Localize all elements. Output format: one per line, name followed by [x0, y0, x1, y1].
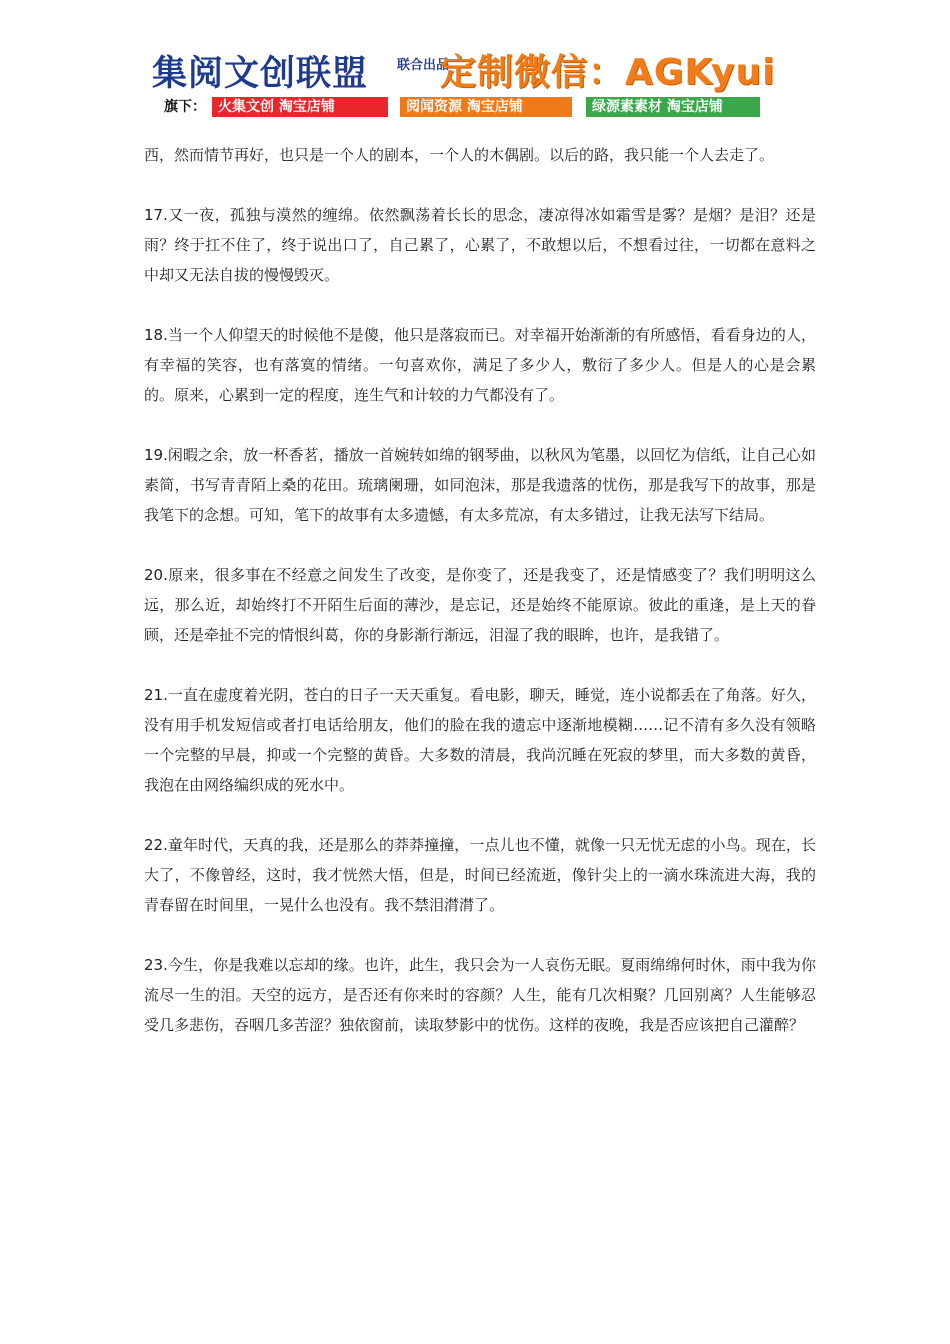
paragraph-19: 19.闲暇之余，放一杯香茗，播放一首婉转如绵的钢琴曲，以秋风为笔墨，以回忆为信纸，让自己心如素简，书写青青陌上桑的花田。琉璃阑珊，如同泡沫，那是我遗落的忧伤，那是我写下的故事，那是我笔下的念想。可知，笔下的故事有太多遗憾，有太多荒凉，有太多错过，让我无法写下结局。: [144, 446, 816, 524]
paragraph-21: 21.一直在虚度着光阴，苍白的日子一天天重复。看电影，聊天，睡觉，连小说都丢在了角落。好久，没有用手机发短信或者打电话给朋友，他们的脸在我的遗忘中逐渐地模糊……记不清有多久没有领略一个完整的早晨，抑或一个完整的黄昏。大多数的清晨，我尚沉睡在死寂的梦里，而大多数的黄昏，我泡在由网络编织成的死水中。: [144, 686, 816, 794]
header-shops-row: [150, 96, 770, 118]
header-title-row: [150, 52, 776, 96]
paragraph-23: 23.今生，你是我难以忘却的缘。也许，此生，我只会为一人哀伤无眠。夏雨绵绵何时休，雨中我为你流尽一生的泪。天空的远方，是否还有你来时的容颜？人生，能有几次相聚？几回别离？人生能够忍受几多悲伤，吞咽几多苦涩？独依窗前，读取梦影中的忧伤。这样的夜晚，我是否应该把自己灌醉？: [144, 956, 816, 1034]
custom-wechat-label: 定制微信：AGKyui: [440, 52, 776, 93]
paragraph-20: 20.原来，很多事在不经意之间发生了改变，是你变了，还是我变了，还是情感变了？我们明明这么远，那么近，却始终打不开陌生后面的薄沙，是忘记，还是始终不能原谅。彼此的重逢，是上天的眷顾，还是牵扯不完的情恨纠葛，你的身影渐行渐远，泪湿了我的眼眸，也许，是我错了。: [144, 566, 816, 644]
joint-label: 联合出品: [397, 58, 450, 73]
shop-badge-3: 绿源素素材 淘宝店铺: [586, 97, 760, 117]
subsidiary-label: 旗下：: [164, 99, 206, 115]
shop-badge-2: 阅闻资源 淘宝店铺: [400, 97, 572, 117]
document-body: [144, 140, 816, 1070]
paragraph-17: 17.又一夜，孤独与漠然的缠绵。依然飘荡着长长的思念，凄凉得冰如霜雪是雾？是烟？是泪？还是雨？终于扛不住了，终于说出口了，自己累了，心累了，不敢想以后，不想看过往，一切都在意料之中却又无法自拔的慢慢毁灭。: [144, 206, 816, 284]
shop-badge-1: 火集文创 淘宝店铺: [212, 97, 388, 117]
paragraph-18: 18.当一个人仰望天的时候他不是傻，他只是落寂而已。对幸福开始渐渐的有所感悟，看看身边的人，有幸福的笑容，也有落寞的情绪。一句喜欢你，满足了多少人，敷衍了多少人。但是人的心是会累的。原来，心累到一定的程度，连生气和计较的力气都没有了。: [144, 326, 816, 404]
brand-name: 集阅文创联盟: [152, 54, 369, 94]
paragraph-22: 22.童年时代，天真的我，还是那么的莽莽撞撞，一点儿也不懂，就像一只无忧无虑的小鸟。现在，长大了，不像曾经，这时，我才恍然大悟，但是，时间已经流逝，像针尖上的一滴水珠流进大海，我的青春留在时间里，一晃什么也没有。我不禁泪潸潸了。: [144, 836, 816, 914]
header-banner: [150, 52, 776, 122]
paragraph-16-continued: 西，然而情节再好，也只是一个人的剧本，一个人的木偶剧。以后的路，我只能一个人去走了。: [144, 146, 775, 164]
